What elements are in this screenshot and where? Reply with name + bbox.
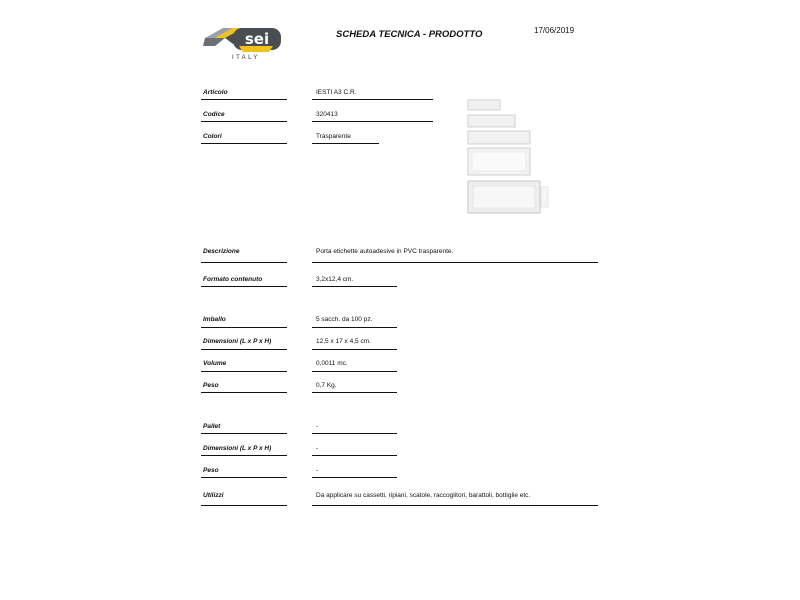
label-underline bbox=[201, 121, 287, 122]
value-underline bbox=[312, 455, 397, 456]
label-underline bbox=[201, 286, 287, 287]
label-underline bbox=[201, 327, 287, 328]
value-articolo: IESTI A3 C.R. bbox=[316, 89, 357, 96]
label-peso-imballo: Peso bbox=[203, 382, 219, 389]
value-dimensioni-pallet: - bbox=[316, 445, 319, 452]
value-underline bbox=[312, 349, 397, 350]
label-underline bbox=[201, 392, 287, 393]
label-underline bbox=[201, 433, 287, 434]
label-codice: Codice bbox=[203, 111, 225, 118]
value-underline bbox=[312, 262, 598, 263]
value-underline bbox=[312, 371, 397, 372]
label-peso-pallet: Peso bbox=[203, 467, 219, 474]
label-underline bbox=[201, 371, 287, 372]
label-formato-contenuto: Formato contenuto bbox=[203, 276, 263, 283]
product-images bbox=[465, 97, 565, 219]
label-holder-small bbox=[468, 100, 500, 110]
value-peso-imballo: 0,7 Kg. bbox=[316, 382, 337, 389]
document-title: SCHEDA TECNICA - PRODOTTO bbox=[336, 29, 483, 40]
value-volume: 0,0011 mc. bbox=[316, 360, 348, 367]
label-descrizione: Descrizione bbox=[203, 248, 240, 255]
value-underline bbox=[312, 286, 397, 287]
value-descrizione: Porta etichette autoadesive in PVC trasparente. bbox=[316, 248, 454, 255]
document-date: 17/06/2019 bbox=[534, 26, 575, 35]
value-underline bbox=[312, 505, 598, 506]
label-underline bbox=[201, 349, 287, 350]
label-imballo: Imballo bbox=[203, 316, 226, 323]
value-pallet: - bbox=[316, 423, 319, 430]
label-utilizzi: Utilizzi bbox=[203, 492, 224, 499]
value-underline bbox=[312, 392, 397, 393]
label-holder-long bbox=[468, 131, 530, 144]
label-holder-medium bbox=[468, 115, 515, 127]
value-underline bbox=[312, 433, 397, 434]
label-dimensioni-pallet: Dimensioni (L x P x H) bbox=[203, 445, 272, 452]
logo-subtitle: ITALY bbox=[232, 55, 260, 61]
value-codice: 320413 bbox=[316, 111, 338, 118]
label-underline bbox=[201, 143, 287, 144]
label-underline bbox=[201, 99, 287, 100]
label-volume: Volume bbox=[203, 360, 227, 367]
label-articolo: Articolo bbox=[203, 89, 228, 96]
label-underline bbox=[201, 477, 287, 478]
value-imballo: 5 sacch. da 100 pz. bbox=[316, 316, 373, 323]
value-underline bbox=[312, 327, 397, 328]
value-formato-contenuto: 3,2x12,4 cm. bbox=[316, 276, 354, 283]
label-pallet: Pallet bbox=[203, 423, 221, 430]
label-underline bbox=[201, 262, 287, 263]
label-colori: Colori bbox=[203, 133, 222, 140]
value-peso-pallet: - bbox=[316, 467, 319, 474]
label-holder-images bbox=[465, 97, 565, 219]
value-underline bbox=[312, 121, 433, 122]
value-colori: Trasparente bbox=[316, 133, 351, 140]
label-underline bbox=[201, 505, 287, 506]
value-utilizzi: Da applicare su cassetti, ripiani, scatole, raccoglitori, barattoli, bottiglie etc. bbox=[316, 492, 531, 499]
sei-logo-icon bbox=[203, 20, 285, 60]
value-underline bbox=[312, 99, 433, 100]
label-dimensioni-imballo: Dimensioni (L x P x H) bbox=[203, 338, 272, 345]
value-underline bbox=[312, 143, 379, 144]
value-dimensioni-imballo: 12,5 x 17 x 4,5 cm. bbox=[316, 338, 371, 345]
logo-wordmark: sei bbox=[244, 30, 270, 48]
value-underline bbox=[312, 477, 397, 478]
label-underline bbox=[201, 455, 287, 456]
